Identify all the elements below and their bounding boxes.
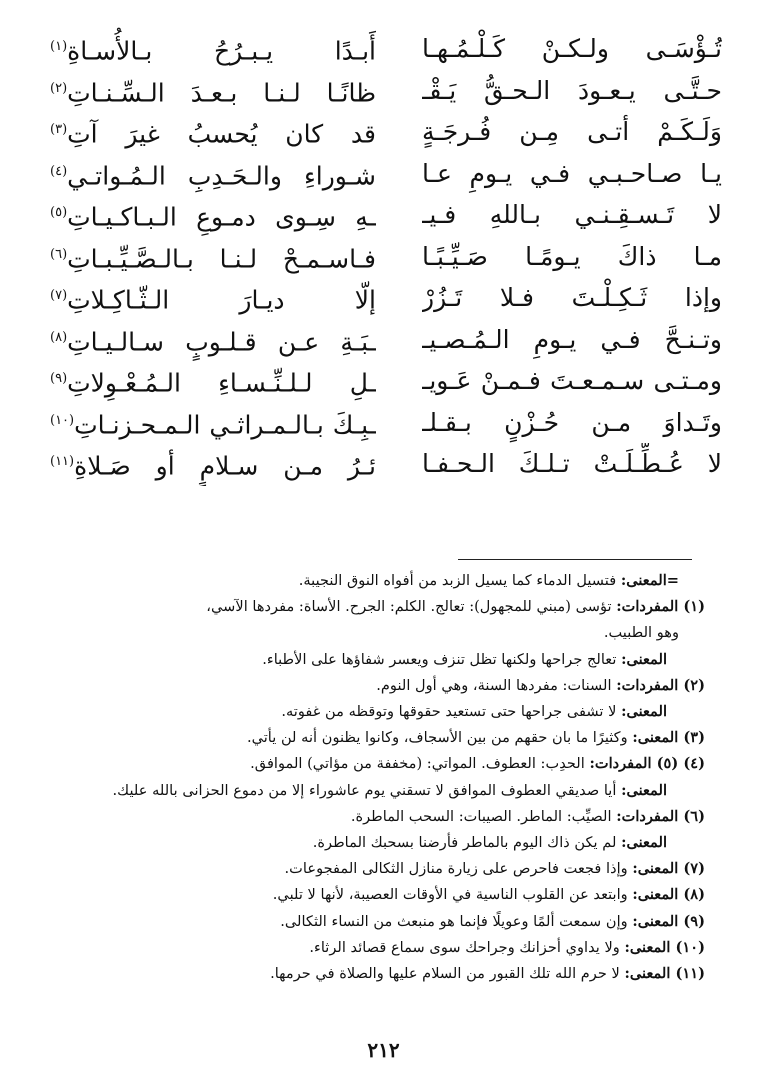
verse-second-hemistich [50, 400, 376, 445]
footnote-marker: (١) [50, 39, 68, 55]
footnote-text: أيا صديقي العطوف الموافق لا تسقني يوم عاشوراء إلا من دموع الحزانى بالله عليك. [112, 781, 622, 799]
footnote-text: الحدِب: العطوف. المواتي: (مخففة من مؤاتي) الموافق. [250, 755, 590, 773]
footnote-label: (١) المفردات: [616, 598, 705, 616]
verse-second-text: أَبـدًا يـبـرُحُ بـالأُسـاةِ [67, 36, 376, 66]
footnote-line [40, 909, 705, 935]
footnote-label: المعنى: [621, 703, 667, 721]
footnote-line [40, 856, 705, 882]
footnote-marker: (٧) [50, 288, 68, 304]
verse-second-hemistich [50, 358, 376, 403]
verse-second-hemistich [50, 26, 376, 71]
footnote-line [40, 725, 705, 751]
footnote-line [40, 699, 705, 725]
footnote-label: (٦) المفردات: [616, 807, 705, 825]
verse-line [50, 153, 722, 195]
footnote-marker: (٤) [50, 163, 68, 179]
verse-second-text: ـلِ لـلـنِّـسـاءِ الـمُـعْـوِلاتِ [67, 368, 376, 398]
verse-first-hemistich: وتـنـحَّ فـي يـومِ الـمُـصـيـ [422, 324, 722, 354]
footnote-text: وإذا فجعت فاحرص على زيارة منازل الثكالى المفجوعات. [284, 860, 633, 878]
footnote-text: لم يكن ذاك اليوم بالماطر فأرضنا بسحبك الماطرة. [312, 834, 622, 852]
footnote-text: السنات: مفردها السنة، وهي أول النوم. [376, 676, 617, 694]
footnote-line [40, 751, 705, 777]
verse-second-text: ـهِ سِـوى دمـوعِ الـبـاكـيـاتِ [67, 202, 376, 232]
footnote-label: (٩) المعنى: [632, 912, 705, 930]
footnote-marker: (٢) [50, 80, 68, 96]
verse-second-text: ظانًـا لـنـا بـعـدَ الـسِّـنـاتِ [67, 77, 376, 107]
footnote-text: وكثيرًا ما بان حقهم من بين الأسجاف، وكانوا يظنون أنه لن يأتي. [246, 729, 633, 747]
verse-second-hemistich [50, 234, 376, 279]
verse-second-hemistich [50, 151, 376, 196]
footnote-separator [458, 559, 692, 560]
footnote-marker: (٦) [50, 246, 68, 262]
footnote-label: (٨) المعنى: [632, 886, 705, 904]
footnote-label: (١١) المعنى: [624, 965, 705, 983]
footnote-line [40, 594, 705, 620]
verse-second-text: ـبَـةِ عـن قـلـوبٍ سـالـيـاتِ [67, 326, 376, 356]
footnote-marker: (٨) [50, 329, 68, 345]
verse-line [50, 443, 722, 485]
footnote-label: (٧) المعنى: [632, 860, 705, 878]
verse-first-hemistich: لا عُـطِّـلَـتْ تـلـكَ الـحـفـا [422, 449, 722, 479]
verse-second-text: ئـرُ مـن سـلامٍ أو صَـلاةِ [74, 451, 376, 481]
footnote-marker: (١٠) [50, 412, 75, 428]
footnote-text: وابتعد عن القلوب الناسية في الأوقات العصيبة، لأنها لا تلبي. [272, 886, 633, 904]
verse-second-text: قد كان يُحسبُ غيرَ آتِ [67, 119, 376, 149]
footnote-line [40, 882, 705, 908]
verse-line [50, 70, 722, 112]
footnote-text: وإن سمعت ألمًا وعويلًا فإنما هو منبعث من النساء الثكالى. [280, 912, 633, 930]
verse-first-hemistich: حـتَّـى يـعـودَ الـحـقُّ يَـقْـ [422, 75, 722, 105]
footnote-label: (٢) المفردات: [616, 676, 705, 694]
footnote-line [40, 804, 705, 830]
footnote-text: وهو الطبيب. [603, 624, 679, 642]
footnote-label: =المعنى: [620, 572, 679, 589]
verse-line [50, 194, 722, 236]
verse-first-hemistich: مـا ذاكَ يـومًـا صَـيِّـبًـا [422, 241, 722, 271]
footnote-text: لا حرم الله تلك القبور من السلام عليها والصلاة في حرمها. [270, 965, 625, 983]
verse-first-hemistich: وإذا ثَـكِـلْـتَ فـلا تَـزُرْ [422, 283, 722, 313]
verse-line [50, 402, 722, 444]
footnote-text: الصيِّب: الماطر. الصيبات: السحب الماطرة. [350, 807, 617, 825]
footnote-text: لا تشفى جراحها حتى تستعيد حقوقها وتوقظه من غفوته. [281, 703, 622, 721]
footnote-marker: (٥) [50, 205, 68, 221]
footnote-line [40, 935, 705, 961]
footnote-line [40, 961, 705, 987]
verse-first-hemistich: وَلَـكَـمْ أتـى مِـن فُـرجَـةٍ [422, 117, 722, 147]
footnote-label: المعنى: [621, 834, 667, 852]
footnote-text: تؤسى (مبني للمجهول): تعالج. الكلم: الجرح. الأساة: مفردها الآسي، [206, 598, 617, 616]
footnote-label: (٣) المعنى: [632, 729, 705, 747]
verse-line [50, 319, 722, 361]
footnote-label: المعنى: [621, 781, 667, 799]
footnote-line [40, 830, 705, 856]
verse-second-hemistich [50, 441, 376, 486]
verse-first-hemistich: يـا صـاحـبـي فـي يـومِ عـا [422, 158, 722, 188]
footnote-line [40, 568, 705, 594]
verse-first-hemistich: تُـؤْسَـى ولـكـنْ كَـلْـمُـهـا [422, 34, 722, 64]
verse-first-hemistich: ومـتـى سـمـعـتَ فـمـنْ عَـويـ [422, 366, 722, 396]
verse-second-text: ـبِـكَ بـالـمـراثـي الـمـحـزنـاتِ [74, 409, 376, 439]
page-number: ٢١٢ [367, 1038, 400, 1062]
footnote-line [40, 620, 705, 646]
footnote-label: (١٠) المعنى: [624, 938, 705, 956]
verse-first-hemistich: لا تَـسـقِـنـي بـاللهِ فـيـ [422, 200, 722, 230]
verse-line [50, 277, 722, 319]
verse-line [50, 360, 722, 402]
footnote-marker: (٩) [50, 371, 68, 387]
footnote-line [40, 647, 705, 673]
verse-second-hemistich [50, 317, 376, 362]
footnote-marker: (٣) [50, 122, 68, 138]
verse-line [50, 28, 722, 70]
verse-second-hemistich [50, 275, 376, 320]
verse-first-hemistich: وتَـداوَ مـن حُـزْنٍ بـقـلـ [422, 407, 722, 437]
verse-line [50, 111, 722, 153]
footnotes [40, 568, 705, 987]
verse-line [50, 236, 722, 278]
footnote-text: فتسيل الدماء كما يسيل الزبد من أفواه النوق النجيبة. [298, 572, 621, 589]
footnote-line [40, 673, 705, 699]
footnote-text: تعالج جراحها ولكنها تظل تنزف ويعسر شفاؤها على الأطباء. [262, 650, 622, 668]
footnote-label: المعنى: [621, 650, 667, 668]
verse-second-text: شـوراءِ والـحَـدِبِ الـمُـواتـي [67, 160, 376, 190]
footnote-label: (٤) (٥) المفردات: [589, 755, 705, 773]
footnote-text: ولا يداوي أحزانك وجراحك سوى سماع قصائد الرثاء. [309, 938, 625, 956]
verse-second-hemistich [50, 109, 376, 154]
footnote-marker: (١١) [50, 454, 75, 470]
poem-verses [50, 28, 722, 485]
verse-second-text: إلّا ديـارَ الـثّـاكِـلاتِ [67, 285, 376, 315]
verse-second-hemistich [50, 192, 376, 237]
verse-second-text: فـاسـمـحْ لـنـا بـالـصَّـيِّـبـاتِ [67, 243, 376, 273]
footnote-line [40, 778, 705, 804]
verse-second-hemistich [50, 68, 376, 113]
